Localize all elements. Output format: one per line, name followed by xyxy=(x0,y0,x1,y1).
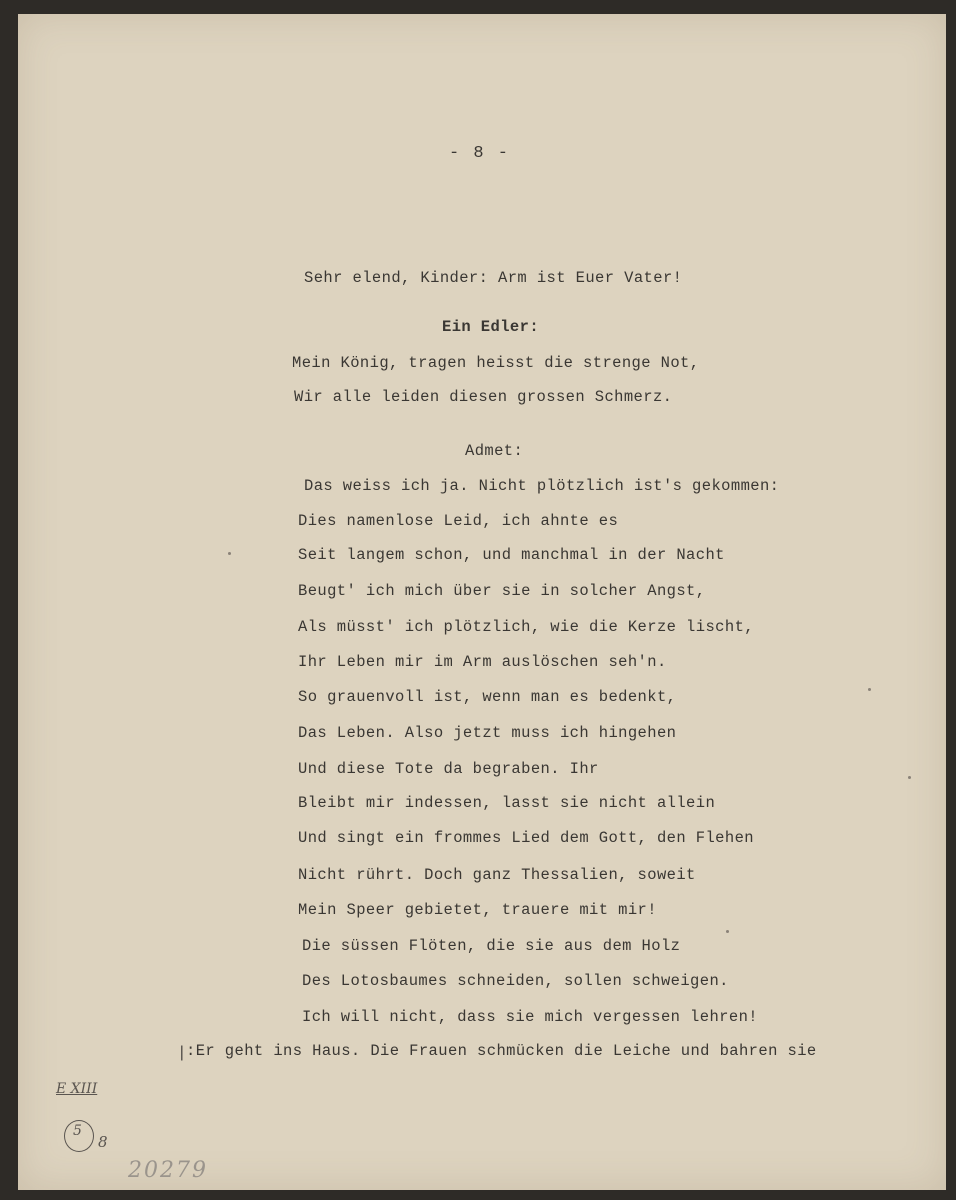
verse-line: Die süssen Flöten, die sie aus dem Holz xyxy=(302,937,681,955)
verse-line: Seit langem schon, und manchmal in der Nacht xyxy=(298,546,725,564)
paper-speck xyxy=(868,688,871,691)
speaker-label: Admet: xyxy=(465,442,524,460)
paper-speck xyxy=(726,930,729,933)
margin-bracket: | xyxy=(177,1044,187,1062)
verse-line: Dies namenlose Leid, ich ahnte es xyxy=(298,512,619,530)
verse-line: Das weiss ich ja. Nicht plötzlich ist's gekommen: xyxy=(304,477,780,495)
verse-line: Nicht rührt. Doch ganz Thessalien, soweit xyxy=(298,866,696,884)
verse-line: Wir alle leiden diesen grossen Schmerz. xyxy=(294,388,673,406)
paper-speck xyxy=(908,776,911,779)
verse-line: So grauenvoll ist, wenn man es bedenkt, xyxy=(298,688,677,706)
paper-speck xyxy=(228,552,231,555)
inventory-number: 20279 xyxy=(128,1158,208,1183)
verse-line: Ihr Leben mir im Arm auslöschen seh'n. xyxy=(298,653,667,671)
verse-line: Mein König, tragen heisst die strenge Not, xyxy=(292,354,700,372)
folio-number: 8 xyxy=(98,1133,108,1151)
circle-number: 5 xyxy=(73,1123,82,1139)
verse-line: Das Leben. Also jetzt muss ich hingehen xyxy=(298,724,677,742)
verse-line: Des Lotosbaumes schneiden, sollen schweigen. xyxy=(302,972,729,990)
speaker-label: Ein Edler: xyxy=(442,318,540,336)
archive-collection-mark: E XIII xyxy=(56,1081,98,1097)
page-number: - 8 - xyxy=(449,144,511,163)
verse-line: Und diese Tote da begraben. Ihr xyxy=(298,760,599,778)
verse-line: Bleibt mir indessen, lasst sie nicht allein xyxy=(298,794,716,812)
stage-direction: :Er geht ins Haus. Die Frauen schmücken die Leiche und bahren sie xyxy=(186,1042,817,1060)
verse-line: Mein Speer gebietet, trauere mit mir! xyxy=(298,901,657,919)
verse-line: Und singt ein frommes Lied dem Gott, den Flehen xyxy=(298,829,754,847)
verse-line: Sehr elend, Kinder: Arm ist Euer Vater! xyxy=(304,269,683,287)
verse-line: Als müsst' ich plötzlich, wie die Kerze lischt, xyxy=(298,618,754,636)
verse-line: Beugt' ich mich über sie in solcher Angst, xyxy=(298,582,706,600)
verse-line: Ich will nicht, dass sie mich vergessen lehren! xyxy=(302,1008,758,1026)
